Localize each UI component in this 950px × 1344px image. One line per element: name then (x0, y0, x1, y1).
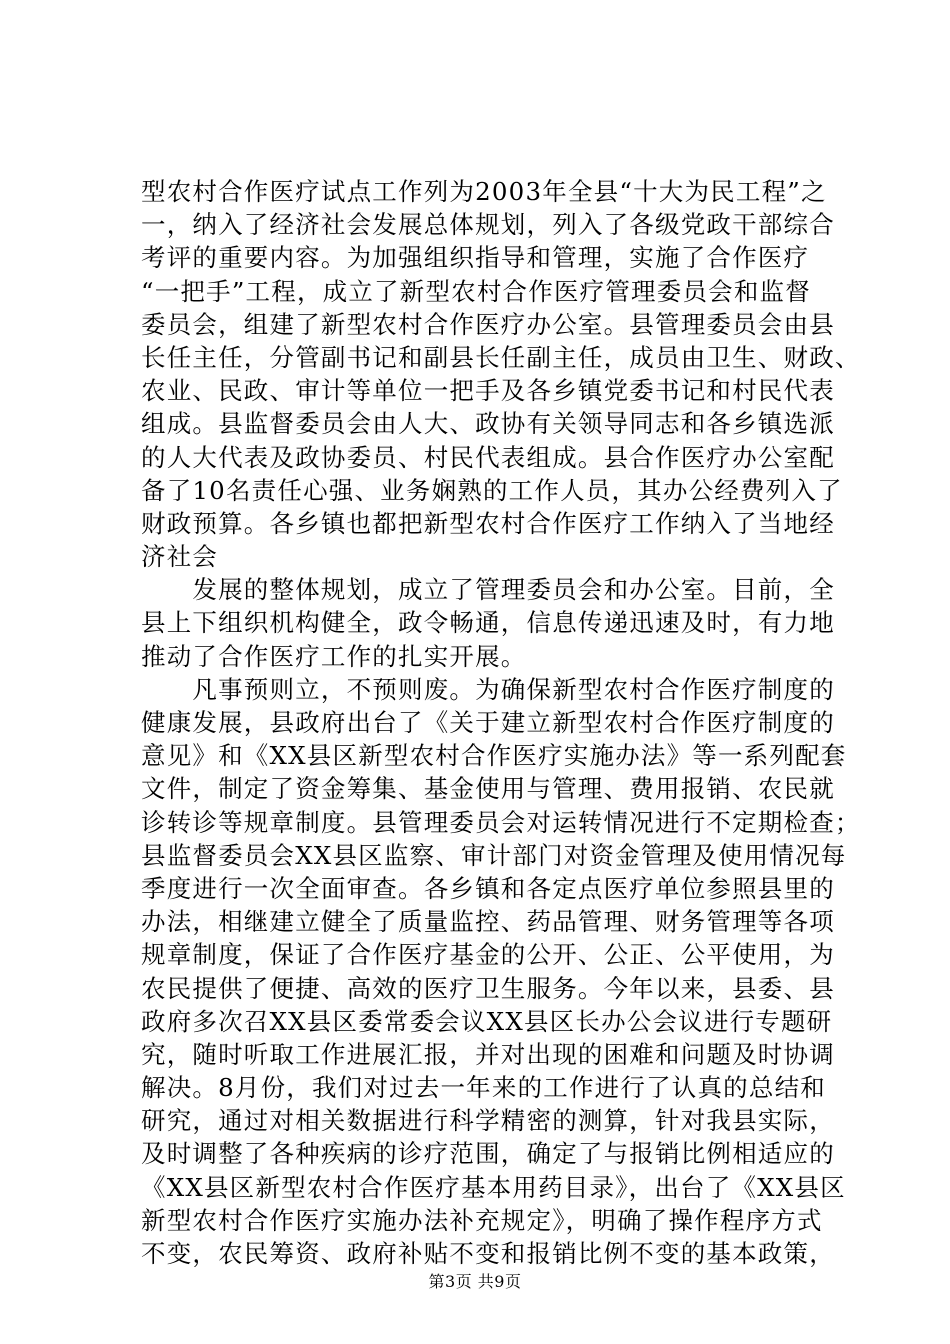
text-line: 组成。县监督委员会由人大、政协有关领导同志和各乡镇选派 (141, 409, 835, 439)
text-line: 诊转诊等规章制度。县管理委员会对运转情况进行不定期检查； (141, 807, 861, 837)
text-line: 政府多次召XX县区委常委会议XX县区长办公会议进行专题研 (141, 1006, 833, 1036)
text-line: “一把手”工程，成立了新型农村合作医疗管理委员会和监督 (141, 276, 811, 306)
text-line: 委员会，组建了新型农村合作医疗办公室。县管理委员会由县 (141, 309, 835, 339)
text-line: 型农村合作医疗试点工作列为2003年全县“十大为民工程”之 (141, 177, 827, 206)
text-line: 文件，制定了资金筹集、基金使用与管理、费用报销、农民就 (141, 774, 835, 804)
text-line: 一，纳入了经济社会发展总体规划，列入了各级党政干部综合 (141, 210, 835, 240)
text-line: 规章制度，保证了合作医疗基金的公开、公正、公平使用，为 (141, 940, 835, 970)
page-footer: 第3页 共9页 (428, 1272, 522, 1291)
text-line: 研究，通过对相关数据进行科学精密的测算，针对我县实际， (141, 1106, 835, 1136)
text-line: 考评的重要内容。为加强组织指导和管理，实施了合作医疗 (141, 243, 810, 273)
text-line: 《XX县区新型农村合作医疗基本用药目录》，出台了《XX县区 (141, 1172, 846, 1202)
text-line: 发展的整体规划，成立了管理委员会和办公室。目前，全 (141, 575, 835, 605)
text-line: 农业、民政、审计等单位一把手及各乡镇党委书记和村民代表 (141, 376, 835, 406)
text-line: 意见》和《XX县区新型农村合作医疗实施办法》等一系列配套 (141, 741, 847, 771)
text-line: 不变，农民筹资、政府补贴不变和报销比例不变的基本政策， (141, 1239, 835, 1268)
text-line: 究，随时听取工作进展汇报，并对出现的困难和问题及时协调 (141, 1039, 835, 1069)
text-line: 农民提供了便捷、高效的医疗卫生服务。今年以来，县委、县 (141, 973, 835, 1003)
text-line: 解决。8月份，我们对过去一年来的工作进行了认真的总结和 (141, 1073, 826, 1103)
text-line: 新型农村合作医疗实施办法补充规定》，明确了操作程序方式 (141, 1205, 823, 1235)
text-line: 备了10名责任心强、业务娴熟的工作人员，其办公经费列入了 (141, 475, 843, 505)
text-line: 县上下组织机构健全，政令畅通，信息传递迅速及时，有力地 (141, 608, 835, 638)
text-line: 及时调整了各种疾病的诊疗范围，确定了与报销比例相适应的 (141, 1139, 835, 1169)
text-line: 健康发展，县政府出台了《关于建立新型农村合作医疗制度的 (141, 708, 835, 737)
body-text (141, 175, 861, 1270)
text-line: 财政预算。各乡镇也都把新型农村合作医疗工作纳入了当地经 (141, 508, 835, 538)
text-line: 济社会 (141, 542, 219, 572)
text-line: 的人大代表及政协委员、村民代表组成。县合作医疗办公室配 (141, 442, 835, 472)
text-line: 凡事预则立，不预则废。为确保新型农村合作医疗制度的 (141, 674, 835, 704)
text-line: 办法，相继建立健全了质量监控、药品管理、财务管理等各项 (141, 907, 835, 937)
text-line: 推动了合作医疗工作的扎实开展。 (141, 641, 527, 671)
text-line: 长任主任，分管副书记和副县长任副主任，成员由卫生、财政、 (141, 342, 861, 372)
text-line: 县监督委员会XX县区监察、审计部门对资金管理及使用情况每 (141, 840, 847, 870)
text-line: 季度进行一次全面审查。各乡镇和各定点医疗单位参照县里的 (141, 873, 835, 903)
